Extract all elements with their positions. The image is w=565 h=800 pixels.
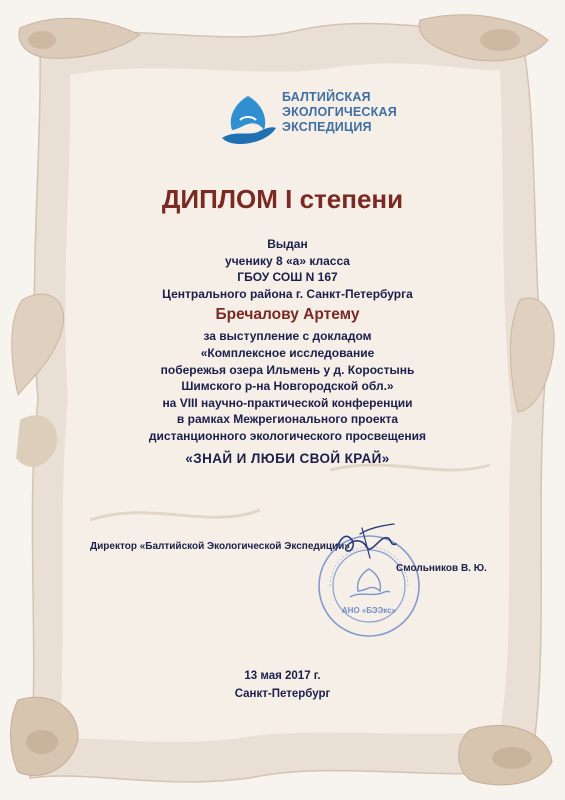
issue-date: 13 мая 2017 г. bbox=[244, 670, 321, 682]
dome-wave-icon bbox=[218, 90, 278, 148]
framework-line: в рамках Межрегионального проекта bbox=[176, 412, 399, 427]
program-line: дистанционного экологического просвещения bbox=[148, 428, 427, 443]
district-line: Центрального района г. Санкт-Петербурга bbox=[162, 286, 413, 301]
logo-line: ЭКСПЕДИЦИЯ bbox=[282, 120, 372, 134]
reason-line: за выступление с докладом bbox=[203, 329, 372, 344]
school-line: ГБОУ СОШ N 167 bbox=[237, 270, 338, 285]
topic-line: Шимского р-на Новгородской обл.» bbox=[181, 379, 394, 394]
topic-line: побережья озера Ильмень у д. Коростынь bbox=[160, 362, 415, 377]
topic-line: «Комплексное исследование bbox=[200, 345, 375, 360]
contest-name: «ЗНАЙ И ЛЮБИ СВОЙ КРАЙ» bbox=[185, 450, 390, 466]
diploma-title: ДИПЛОМ I степени bbox=[161, 184, 404, 214]
director-title: Директор «Балтийской Экологической Экспедиции» bbox=[90, 541, 350, 552]
logo-line: ЭКОЛОГИЧЕСКАЯ bbox=[282, 105, 397, 119]
recipient-name: Бречалову Артему bbox=[215, 306, 360, 324]
conference-line: на VIII научно-практической конференции bbox=[162, 395, 413, 410]
logo-line: БАЛТИЙСКАЯ bbox=[282, 90, 371, 104]
diploma-body bbox=[40, 236, 535, 467]
director-signature bbox=[332, 520, 402, 565]
director-name: Смольников В. Ю. bbox=[396, 563, 487, 574]
organization-logo-text bbox=[282, 90, 397, 135]
issue-footer bbox=[0, 667, 565, 703]
issued-label: Выдан bbox=[267, 237, 308, 251]
stamp-text: АНО «БЭЭкс» bbox=[341, 606, 397, 615]
issue-city: Санкт-Петербург bbox=[234, 688, 331, 700]
grade-line: ученику 8 «а» класса bbox=[225, 253, 350, 268]
